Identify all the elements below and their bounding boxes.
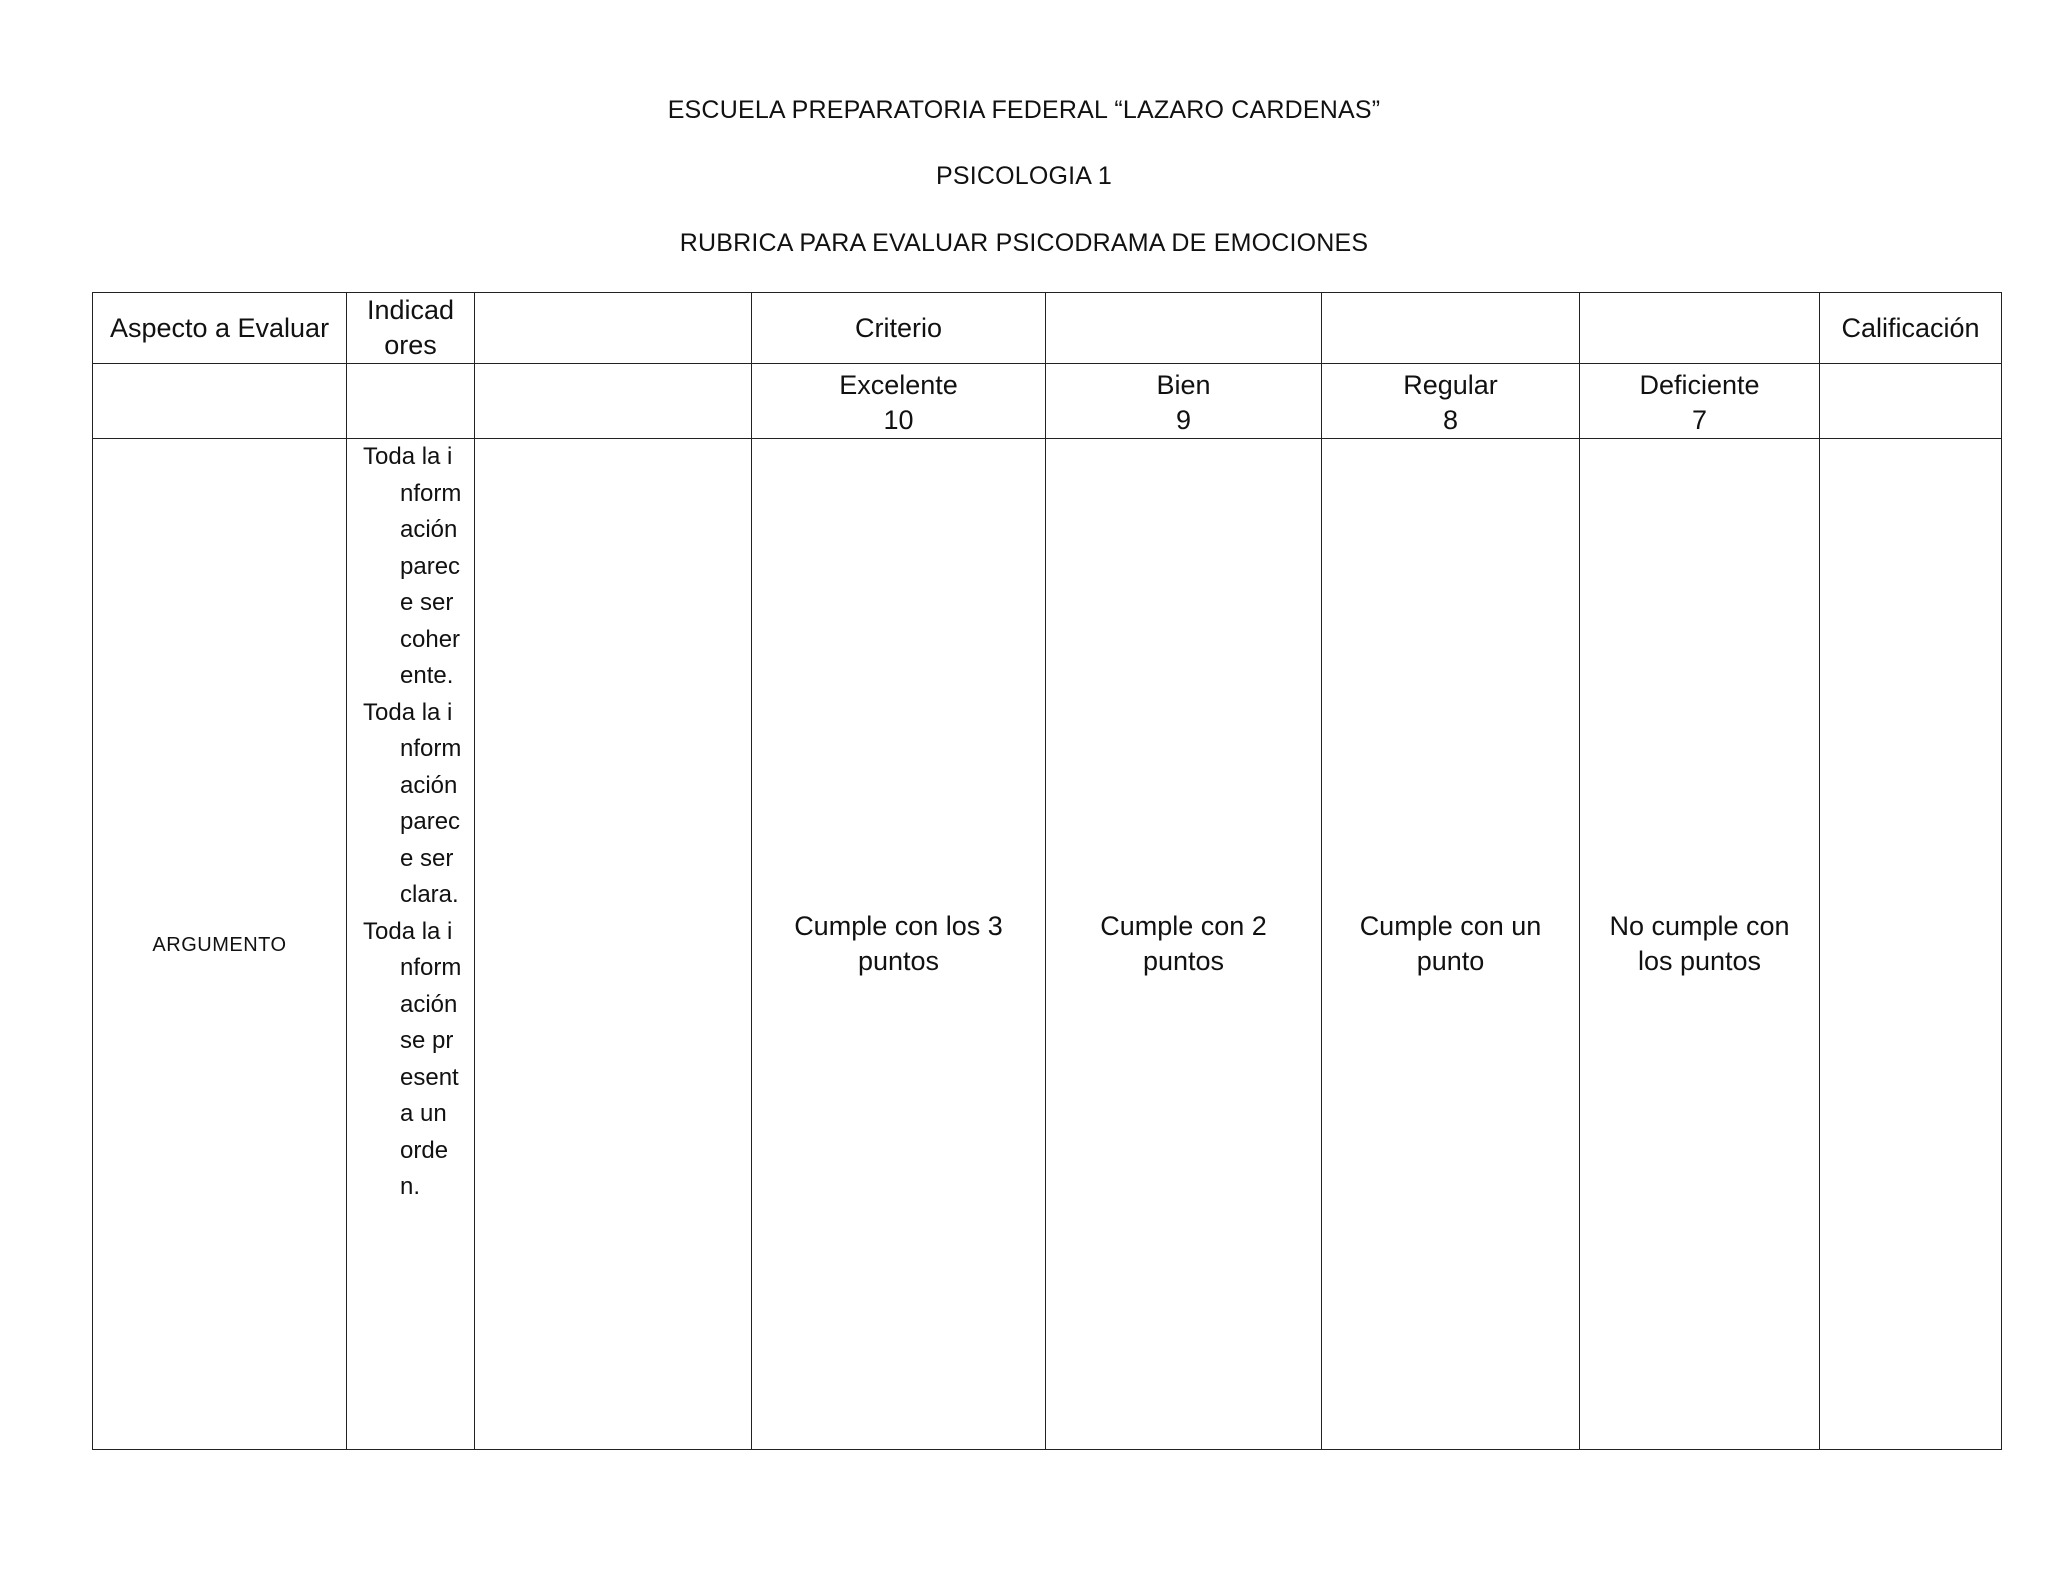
table-row bbox=[93, 439, 2002, 1450]
criterion-regular-cell bbox=[1322, 439, 1580, 1450]
header-indicators: Indicad ores bbox=[347, 293, 475, 364]
level-score: 10 bbox=[883, 405, 914, 435]
indicator-list bbox=[347, 439, 474, 1206]
criterion-bien-text: Cumple con 2 puntos bbox=[1100, 911, 1267, 976]
header-aspect: Aspecto a Evaluar bbox=[93, 293, 347, 364]
level-score: 8 bbox=[1442, 405, 1459, 435]
header-criterion: Criterio bbox=[752, 293, 1046, 364]
indicator-item: Toda la información parece ser coherente. bbox=[363, 443, 462, 689]
level-name: Bien bbox=[1156, 370, 1211, 400]
level-score: 7 bbox=[1691, 405, 1708, 435]
criterion-excelente-cell bbox=[752, 439, 1046, 1450]
criterion-deficiente-cell bbox=[1580, 439, 1820, 1450]
criterion-deficiente-text: No cumple con los puntos bbox=[1609, 911, 1790, 976]
levels-row bbox=[93, 364, 2002, 439]
subject-title: PSICOLOGIA 1 bbox=[935, 162, 1113, 190]
indicator-item: Toda la información se presenta un orden. bbox=[363, 917, 462, 1200]
criterion-regular-text: Cumple con un punto bbox=[1359, 911, 1542, 976]
level-name: Excelente bbox=[839, 370, 958, 400]
body-empty-cell bbox=[475, 439, 752, 1450]
grade-cell bbox=[1820, 439, 2002, 1450]
aspect-cell bbox=[93, 439, 347, 1450]
header-empty-cell bbox=[1322, 293, 1580, 364]
level-deficiente bbox=[1580, 364, 1820, 439]
header-empty-cell bbox=[475, 293, 752, 364]
rubric-title: RUBRICA PARA EVALUAR PSICODRAMA DE EMOCIONES bbox=[679, 229, 1369, 257]
header-grade: Calificación bbox=[1820, 293, 2002, 364]
header-empty-cell bbox=[1046, 293, 1322, 364]
level-name: Regular bbox=[1403, 370, 1498, 400]
level-name: Deficiente bbox=[1639, 370, 1760, 400]
levels-empty-cell bbox=[1820, 364, 2002, 439]
indicators-cell bbox=[347, 439, 475, 1450]
levels-empty-cell bbox=[347, 364, 475, 439]
table-header-row bbox=[93, 293, 2002, 364]
levels-empty-cell bbox=[475, 364, 752, 439]
indicator-item: Toda la información parece ser clara. bbox=[363, 698, 462, 908]
rubric-table bbox=[92, 292, 2002, 1450]
header-empty-cell bbox=[1580, 293, 1820, 364]
aspect-label: ARGUMENTO bbox=[152, 934, 287, 956]
level-score: 9 bbox=[1175, 405, 1192, 435]
level-bien bbox=[1046, 364, 1322, 439]
criterion-excelente-text: Cumple con los 3 puntos bbox=[794, 911, 1003, 976]
school-title: ESCUELA PREPARATORIA FEDERAL “LAZARO CARDENAS” bbox=[667, 96, 1381, 124]
levels-empty-cell bbox=[93, 364, 347, 439]
criterion-bien-cell bbox=[1046, 439, 1322, 1450]
level-regular bbox=[1322, 364, 1580, 439]
level-excelente bbox=[752, 364, 1046, 439]
